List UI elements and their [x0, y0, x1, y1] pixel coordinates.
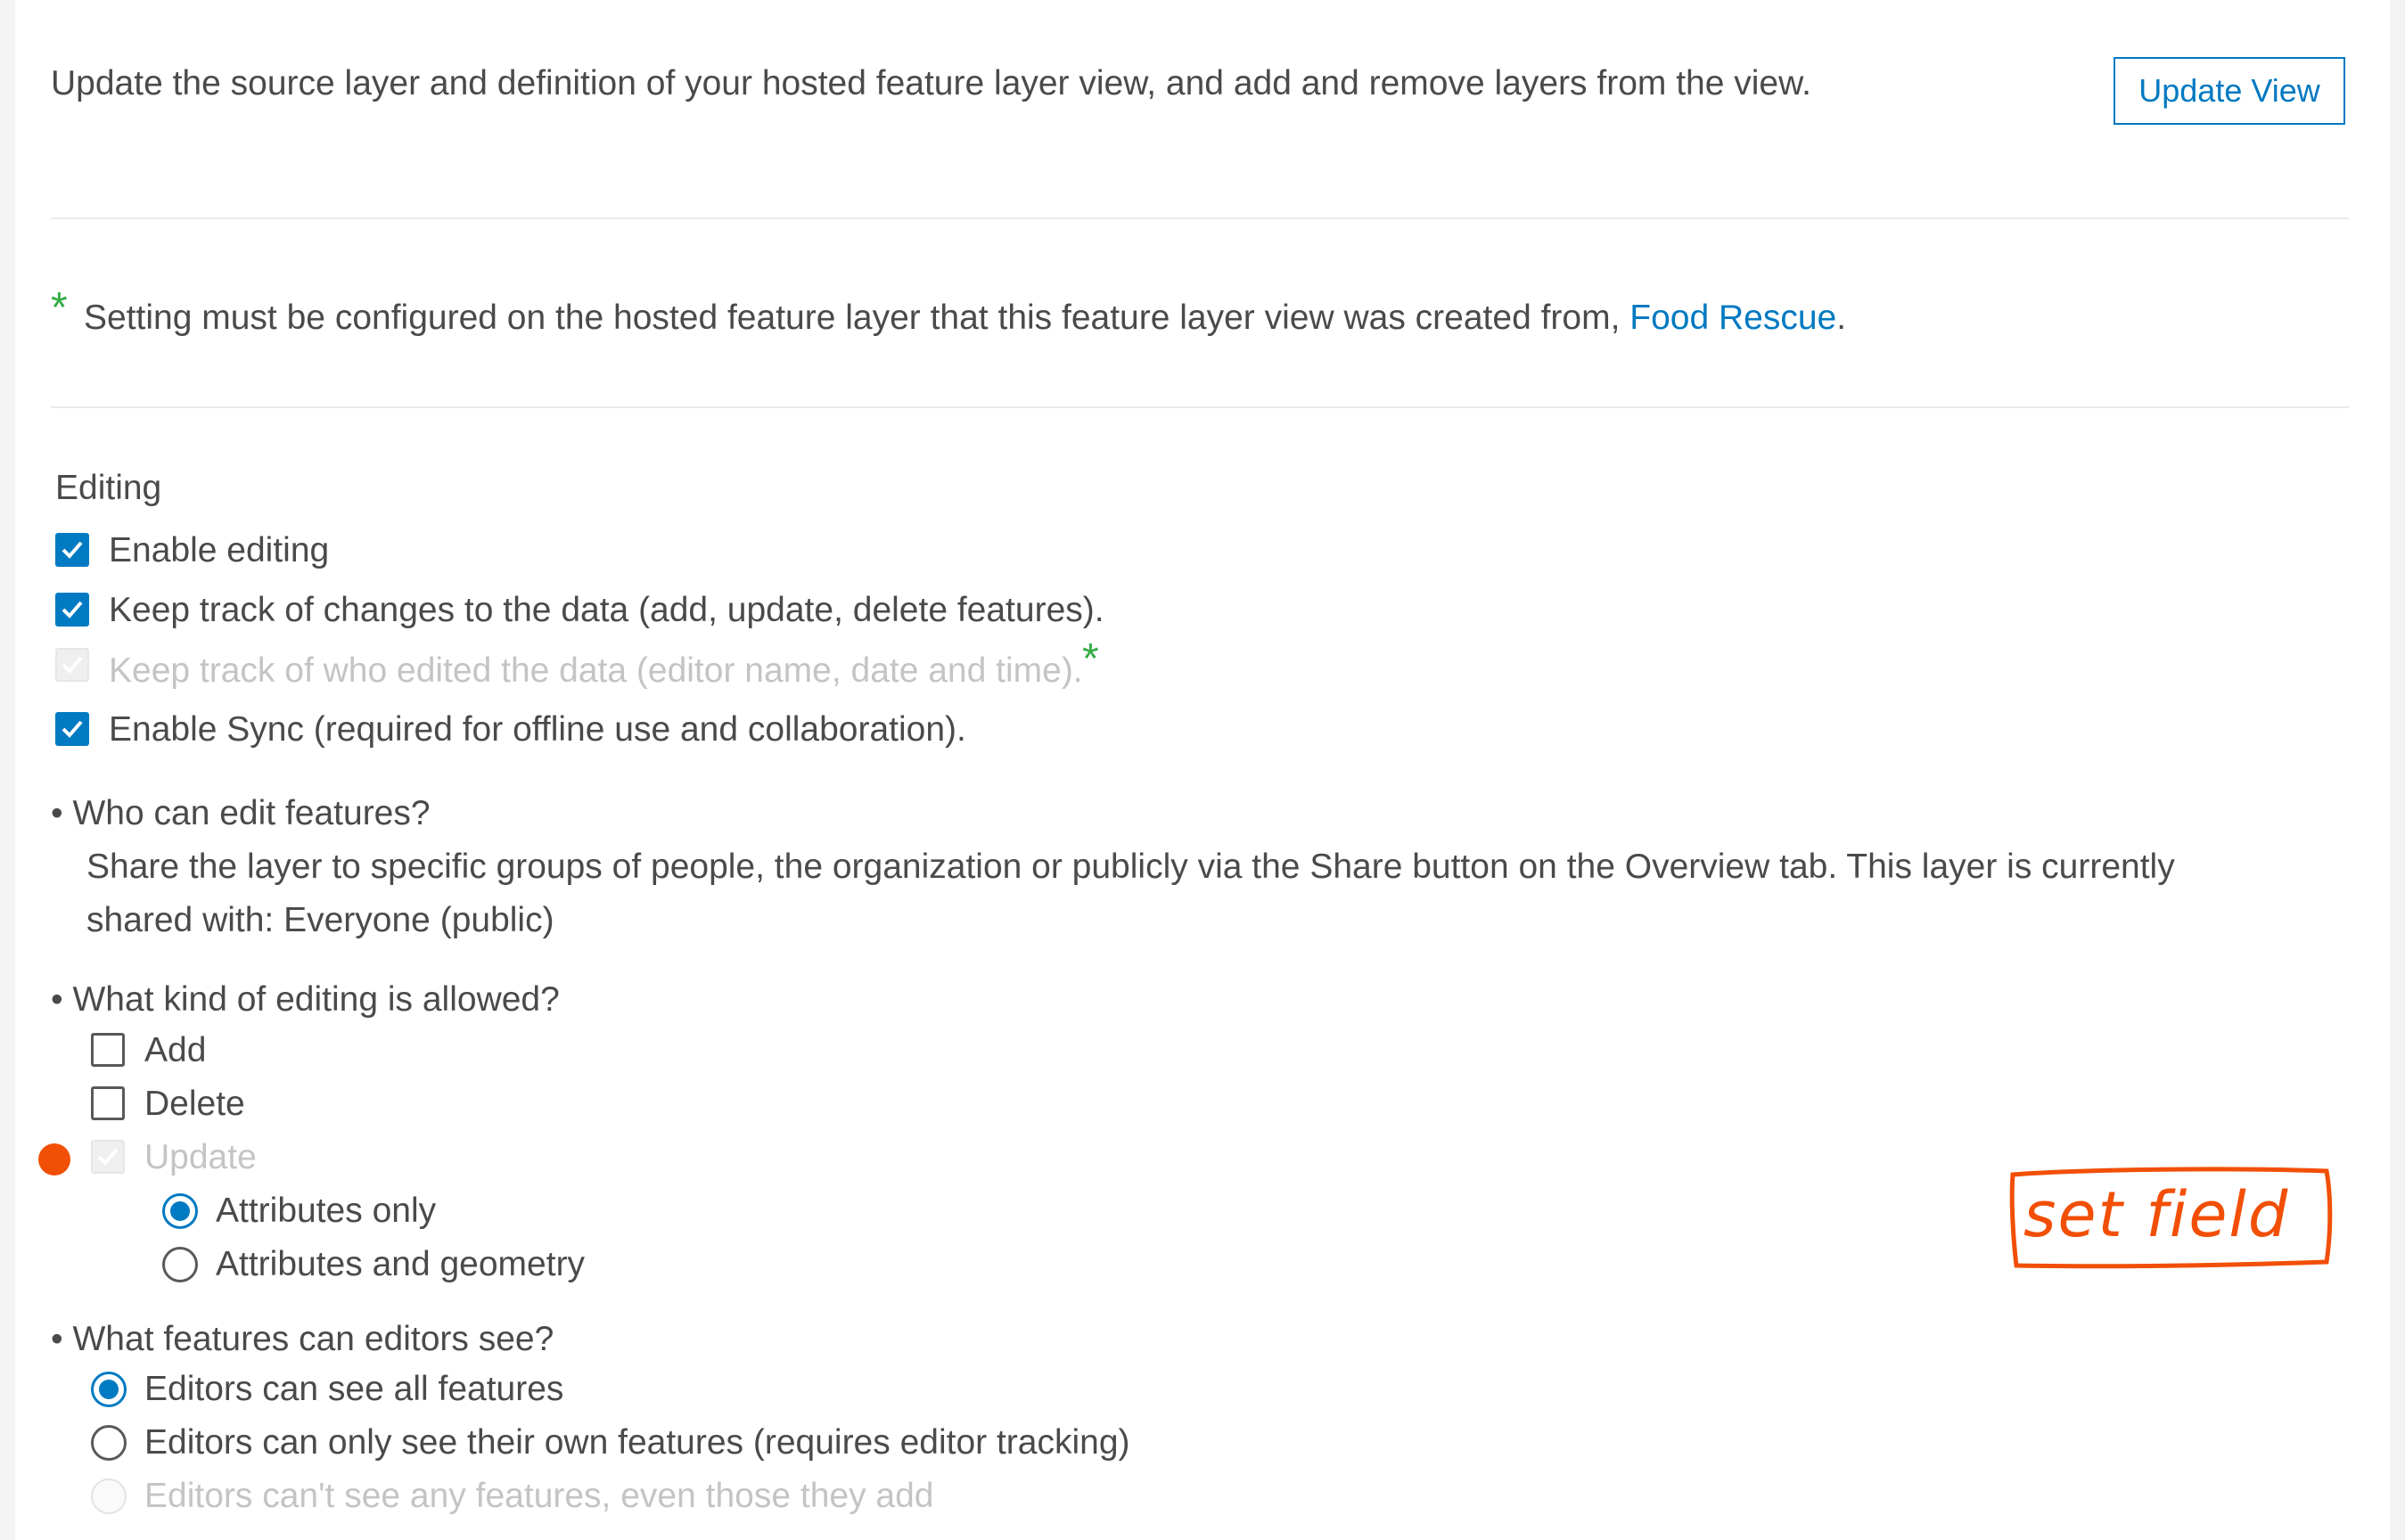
- see-no-features-label: Editors can't see any features, even those they add: [144, 1477, 934, 1515]
- notice-text: [84, 300, 1846, 335]
- editing-heading: Editing: [55, 469, 162, 507]
- check-icon: [61, 598, 84, 621]
- share-info-line1: Share the layer to specific groups of people, the organization or publicly via the Share button on the Overview tab. This layer is currently: [86, 848, 2175, 886]
- asterisk-icon: *: [51, 284, 68, 332]
- editors-see-text: What features can editors see?: [72, 1320, 554, 1358]
- share-info-line2: shared with: Everyone (public): [86, 901, 554, 939]
- bullet: •: [51, 980, 63, 1019]
- enable-sync-label: Enable Sync (required for offline use and collaboration).: [109, 710, 966, 749]
- bullet: •: [51, 794, 63, 832]
- settings-panel: [15, 0, 2390, 1540]
- enable-sync-checkbox[interactable]: [55, 712, 89, 746]
- check-icon: [61, 653, 84, 676]
- notice-text-after: .: [1836, 299, 1847, 337]
- delete-label: Delete: [144, 1085, 245, 1123]
- attributes-only-label: Attributes only: [216, 1192, 437, 1230]
- enable-editing-checkbox[interactable]: [55, 533, 89, 567]
- update-label: Update: [144, 1138, 257, 1176]
- track-changes-checkbox[interactable]: [55, 593, 89, 627]
- attributes-geometry-label: Attributes and geometry: [216, 1245, 586, 1283]
- annotation-dot: [38, 1143, 70, 1175]
- set-field-text: set field: [2023, 1178, 2290, 1251]
- see-all-features-label: Editors can see all features: [144, 1370, 564, 1408]
- editing-allowed-text: What kind of editing is allowed?: [72, 980, 560, 1019]
- divider-top: [51, 217, 2349, 219]
- check-icon: [61, 538, 84, 561]
- editors-see-question: [51, 1322, 554, 1356]
- bullet: •: [51, 1320, 63, 1358]
- food-rescue-link[interactable]: Food Rescue: [1629, 299, 1837, 337]
- add-label: Add: [144, 1031, 207, 1069]
- who-can-edit-question: [51, 796, 431, 831]
- divider-notice: [51, 406, 2349, 408]
- track-changes-label: Keep track of changes to the data (add, update, delete features).: [109, 591, 1104, 629]
- add-checkbox[interactable]: [91, 1033, 125, 1067]
- enable-editing-label: Enable editing: [109, 531, 330, 569]
- see-own-features-label: Editors can only see their own features (requires editor tracking): [144, 1423, 1130, 1462]
- who-can-edit-text: Who can edit features?: [72, 794, 431, 832]
- asterisk-icon: *: [1082, 635, 1099, 683]
- update-view-button[interactable]: Update View: [2114, 57, 2345, 125]
- intro-description: Update the source layer and definition of your hosted feature layer view, and add and remove layers from the view.: [51, 64, 1811, 102]
- check-icon: [96, 1145, 119, 1168]
- delete-checkbox[interactable]: [91, 1086, 125, 1120]
- attributes-only-radio[interactable]: [162, 1193, 198, 1229]
- track-editors-checkbox: [55, 648, 89, 682]
- notice-text-before: Setting must be configured on the hosted feature layer that this feature layer view was created from,: [84, 299, 1621, 337]
- attributes-geometry-radio[interactable]: [162, 1247, 198, 1282]
- update-checkbox: [91, 1140, 125, 1174]
- editing-allowed-question: [51, 982, 560, 1017]
- check-icon: [61, 717, 84, 741]
- track-editors-label: Keep track of who edited the data (editor name, date and time).: [109, 651, 1083, 690]
- see-no-features-radio: [91, 1479, 127, 1514]
- see-all-features-radio[interactable]: [91, 1372, 127, 1407]
- see-own-features-radio[interactable]: [91, 1425, 127, 1461]
